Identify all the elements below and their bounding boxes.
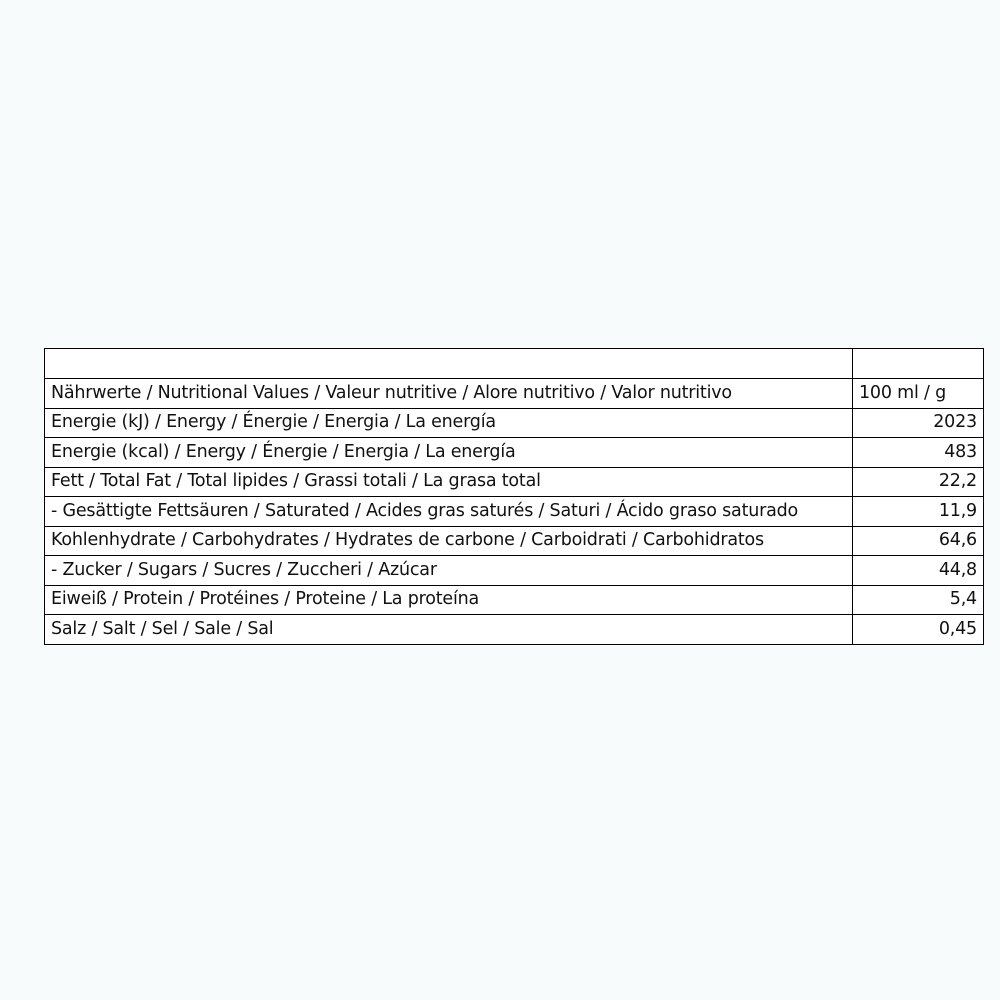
- nutrition-header-label: Nährwerte / Nutritional Values / Valeur nutritive / Alore nutritivo / Valor nutritivo: [45, 379, 853, 409]
- nutrient-label: Eiweiß / Protein / Protéines / Proteine / La proteína: [45, 585, 853, 615]
- table-row: [45, 615, 984, 645]
- nutrient-value: 22,2: [853, 467, 984, 497]
- spacer-value-cell: [853, 349, 984, 379]
- nutrient-label: - Gesättigte Fettsäuren / Saturated / Acides gras saturés / Saturi / Ácido graso saturado: [45, 497, 853, 527]
- table-header-row: [45, 379, 984, 409]
- nutrient-label: Energie (kJ) / Energy / Énergie / Energia / La energía: [45, 408, 853, 438]
- nutrient-label: Fett / Total Fat / Total lipides / Grassi totali / La grasa total: [45, 467, 853, 497]
- nutrition-header-value: 100 ml / g: [853, 379, 984, 409]
- table-row-spacer: [45, 349, 984, 379]
- nutrient-value: 11,9: [853, 497, 984, 527]
- nutrient-value: 0,45: [853, 615, 984, 645]
- nutrient-label: Energie (kcal) / Energy / Énergie / Energia / La energía: [45, 438, 853, 468]
- nutrient-label: Salz / Salt / Sel / Sale / Sal: [45, 615, 853, 645]
- table-row: [45, 408, 984, 438]
- table-row: [45, 556, 984, 586]
- table-row: [45, 497, 984, 527]
- table-row: [45, 467, 984, 497]
- nutrient-value: 483: [853, 438, 984, 468]
- table-row: [45, 526, 984, 556]
- nutrient-value: 44,8: [853, 556, 984, 586]
- nutrition-facts-table: [44, 348, 984, 645]
- nutrient-value: 64,6: [853, 526, 984, 556]
- spacer-label-cell: [45, 349, 853, 379]
- nutrient-label: - Zucker / Sugars / Sucres / Zuccheri / Azúcar: [45, 556, 853, 586]
- nutrient-label: Kohlenhydrate / Carbohydrates / Hydrates de carbone / Carboidrati / Carbohidratos: [45, 526, 853, 556]
- nutrient-value: 2023: [853, 408, 984, 438]
- table-row: [45, 438, 984, 468]
- nutrition-table-container: [44, 348, 977, 645]
- table-row: [45, 585, 984, 615]
- nutrient-value: 5,4: [853, 585, 984, 615]
